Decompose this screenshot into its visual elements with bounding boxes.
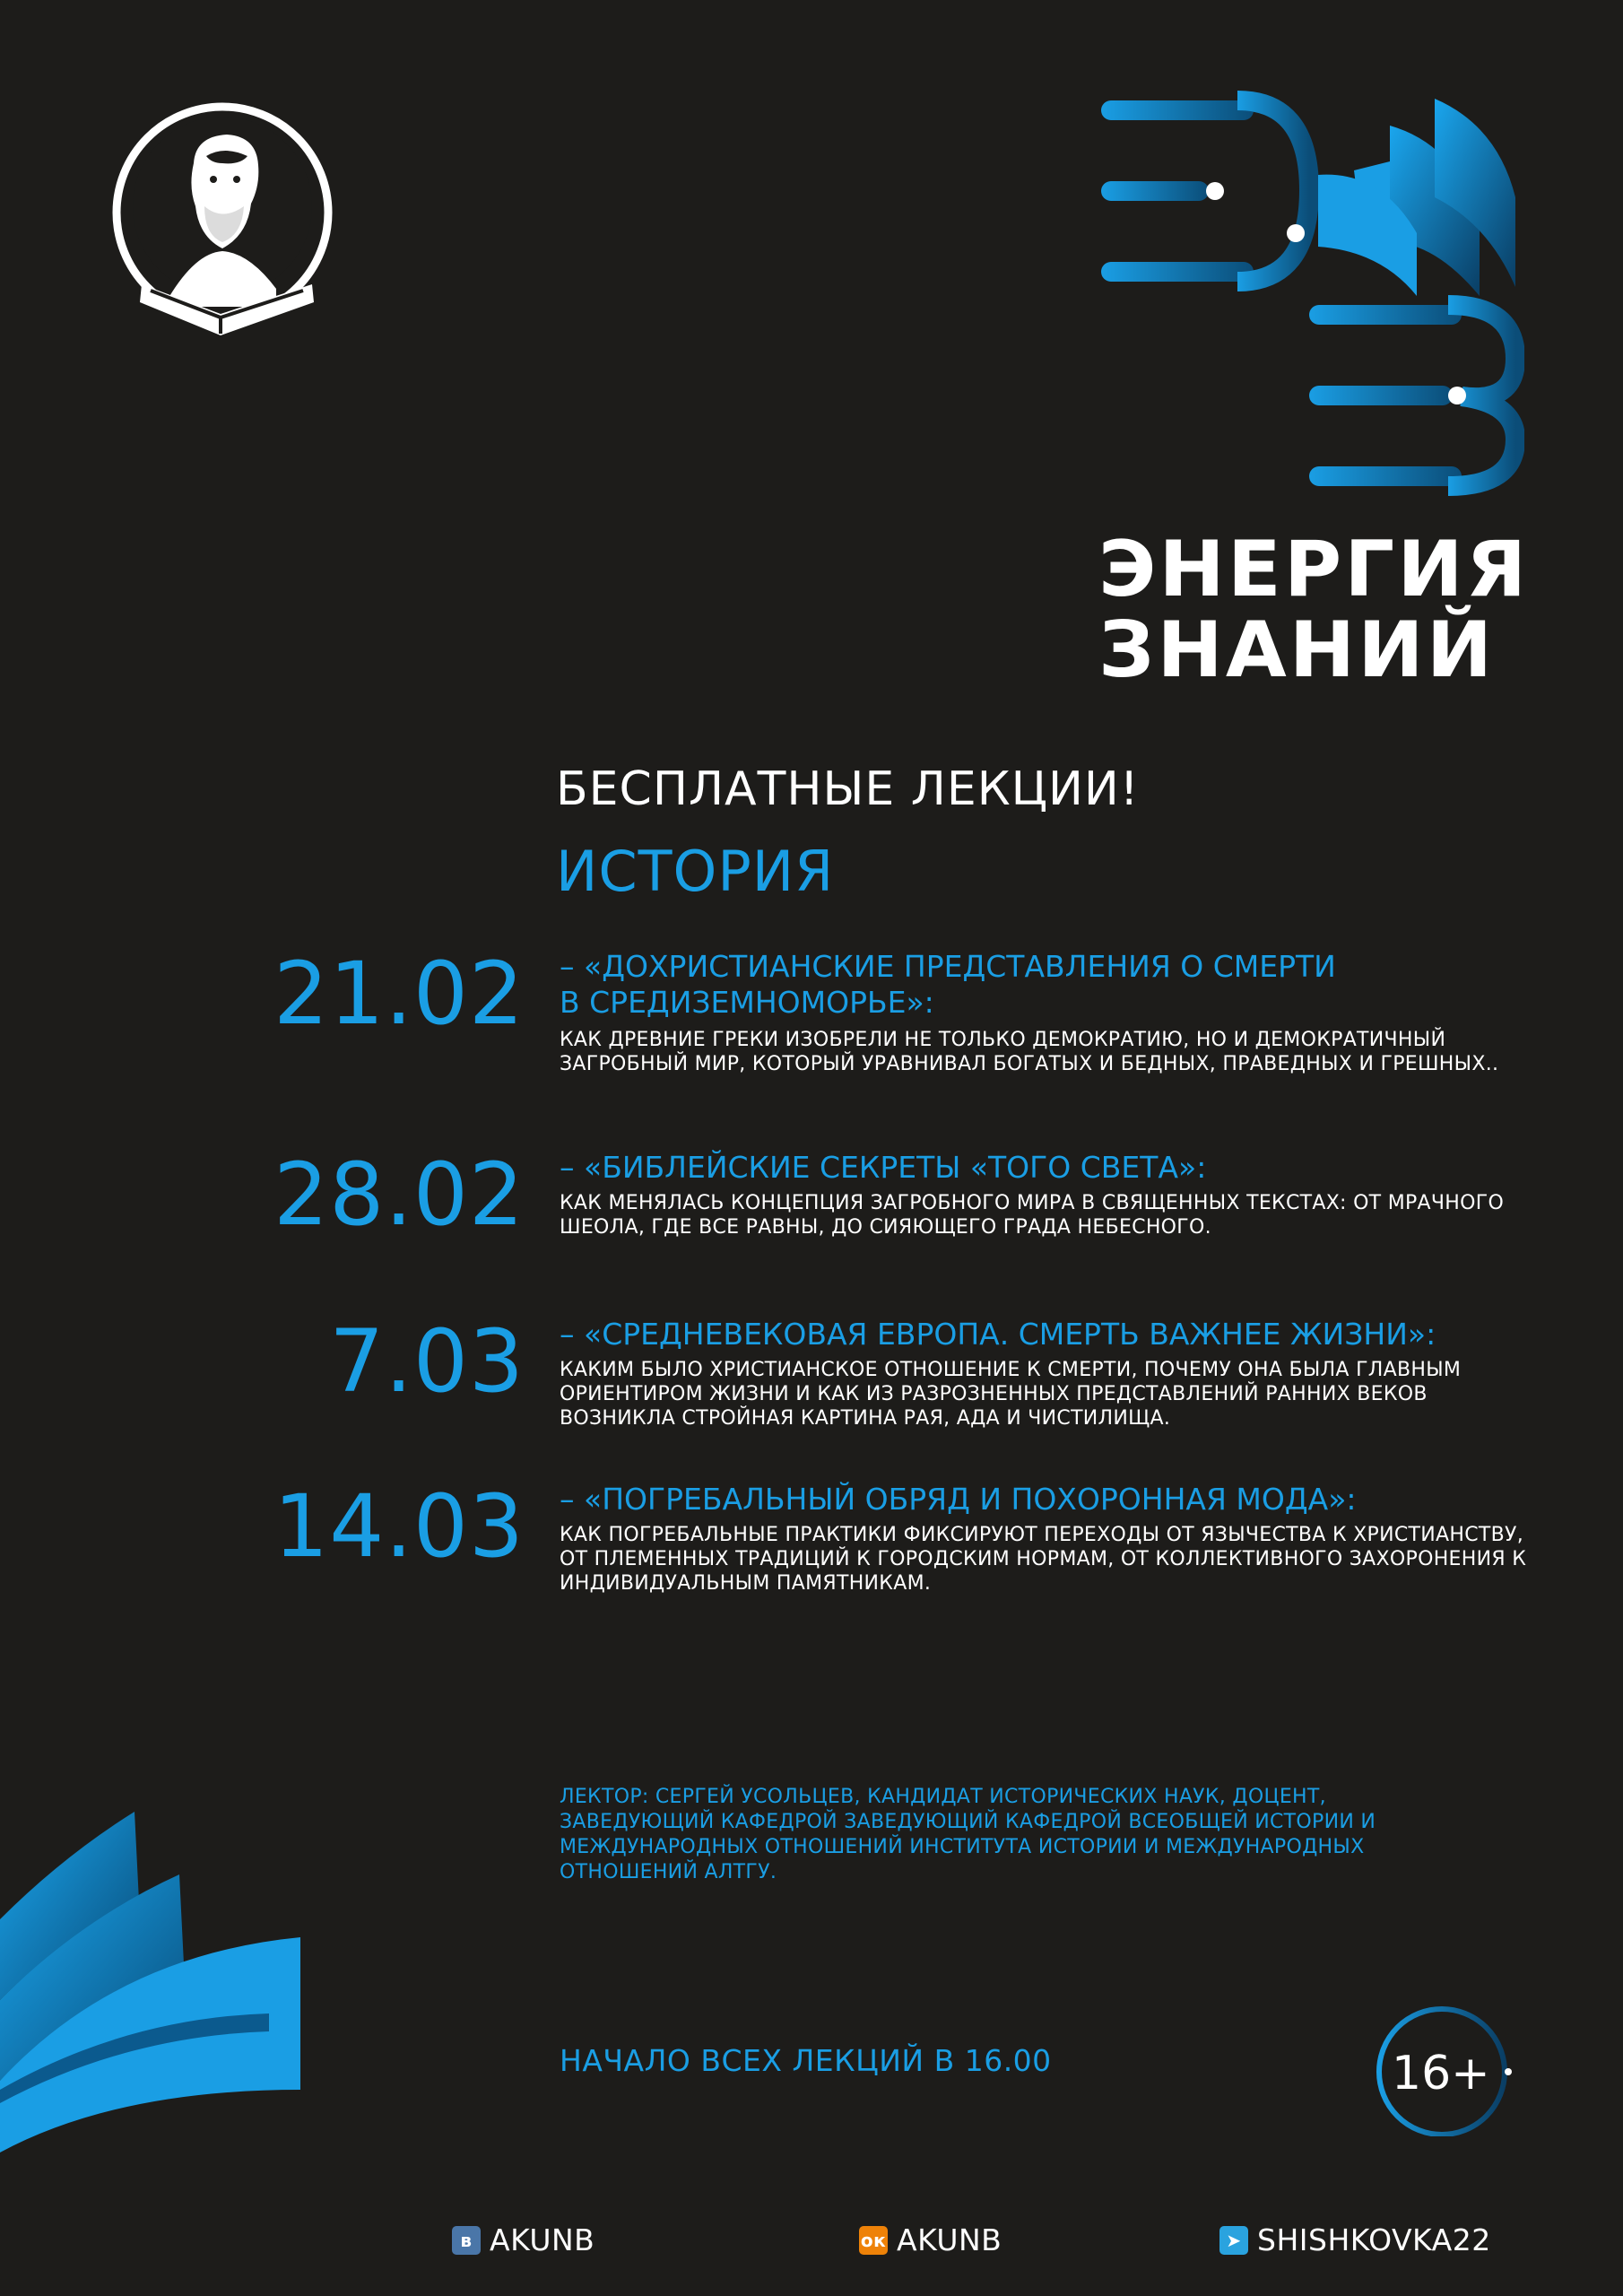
lecture-date: 28.02 [273, 1144, 525, 1245]
lecture-date: 21.02 [273, 944, 525, 1044]
lecture-dash: – [560, 1150, 575, 1185]
lecture-title [560, 1482, 1528, 1518]
lecture-title-text-cont: В СРЕДИЗЕМНОМОРЬЕ»: [560, 985, 934, 1020]
book-wave-icon [0, 1794, 305, 2152]
lecture-title [560, 949, 1528, 1021]
section-title: ИСТОРИЯ [556, 839, 835, 904]
lecture-dash: – [560, 1317, 575, 1352]
lecture-date: 7.03 [329, 1311, 525, 1412]
brand-title-line1: ЭНЕРГИЯ [1098, 525, 1530, 614]
start-time: НАЧАЛО ВСЕХ ЛЕКЦИЙ В 16.00 [560, 2043, 1052, 2078]
social-ok-link[interactable] [859, 2222, 1002, 2257]
brand-book-mark-icon [1094, 90, 1524, 502]
telegram-icon: ➤ [1219, 2226, 1248, 2255]
lecture-description: КАК ПОГРЕБАЛЬНЫЕ ПРАКТИКИ ФИКСИРУЮТ ПЕРЕХОДЫ ОТ ЯЗЫЧЕСТВА К ХРИСТИАНСТВУ, ОТ ПЛЕМЕННЫХ ТРАДИЦИЙ К ГОРОДСКИМ НОРМАМ, ОТ КОЛЛЕКТИВНОГО ЗАХОРОНЕНИЯ К ИНДИВИДУАЛЬНЫМ ПАМЯТНИКАМ. [560, 1524, 1527, 1595]
lecture-title [560, 1150, 1528, 1186]
vk-handle: AKUNB [490, 2222, 595, 2257]
ok-handle: AKUNB [897, 2222, 1002, 2257]
telegram-handle: SHISHKOVKA22 [1257, 2222, 1491, 2257]
lecture-dash: – [560, 949, 575, 984]
vk-icon: в [452, 2226, 481, 2255]
lecture-title-text: «СРЕДНЕВЕКОВАЯ ЕВРОПА. СМЕРТЬ ВАЖНЕЕ ЖИЗНИ»: [584, 1317, 1436, 1352]
social-telegram-link[interactable] [1219, 2222, 1491, 2257]
library-portrait-logo [106, 100, 339, 352]
lecture-description: КАК ДРЕВНИЕ ГРЕКИ ИЗОБРЕЛИ НЕ ТОЛЬКО ДЕМОКРАТИЮ, НО И ДЕМОКРАТИЧНЫЙ ЗАГРОБНЫЙ МИР, КОТОРЫЙ УРАВНИВАЛ БОГАТЫХ И БЕДНЫХ, ПРАВЕДНЫХ И ГРЕШНЫХ.. [560, 1029, 1499, 1075]
lecturer-info: ЛЕКТОР: СЕРГЕЙ УСОЛЬЦЕВ, КАНДИДАТ ИСТОРИЧЕСКИХ НАУК, ДОЦЕНТ, ЗАВЕДУЮЩИЙ КАФЕДРОЙ ЗАВЕДУЮЩИЙ КАФЕДРОЙ ВСЕОБЩЕЙ ИСТОРИИ И МЕЖДУНАРОДНЫХ ОТНОШЕНИЙ ИНСТИТУТА ИСТОРИИ И МЕЖДУНАРОДНЫХ ОТНОШЕНИЙ АЛТГУ. [560, 1786, 1376, 1883]
brand-title [1098, 525, 1530, 695]
lecture-title-text: «ДОХРИСТИАНСКИЕ ПРЕДСТАВЛЕНИЯ О СМЕРТИ [584, 949, 1336, 984]
ok-icon: ок [859, 2226, 888, 2255]
age-rating: 16+ [1392, 2047, 1490, 2100]
brand-title-line2: ЗНАНИЙ [1098, 605, 1496, 695]
lecture-description: КАК МЕНЯЛАСЬ КОНЦЕПЦИЯ ЗАГРОБНОГО МИРА В СВЯЩЕННЫХ ТЕКСТАХ: ОТ МРАЧНОГО ШЕОЛА, ГДЕ ВСЕ РАВНЫ, ДО СИЯЮЩЕГО ГРАДА НЕБЕСНОГО. [560, 1192, 1505, 1239]
lecture-date: 14.03 [273, 1476, 525, 1577]
lecture-title-text: «ПОГРЕБАЛЬНЫЙ ОБРЯД И ПОХОРОННАЯ МОДА»: [584, 1482, 1357, 1517]
lecture-description: КАКИМ БЫЛО ХРИСТИАНСКОЕ ОТНОШЕНИЕ К СМЕРТИ, ПОЧЕМУ ОНА БЫЛА ГЛАВНЫМ ОРИЕНТИРОМ ЖИЗНИ И КАК ИЗ РАЗРОЗНЕННЫХ ПРЕДСТАВЛЕНИЙ РАННИХ ВЕКОВ ВОЗНИКЛА СТРОЙНАЯ КАРТИНА РАЯ, АДА И ЧИСТИЛИЩА. [560, 1359, 1462, 1430]
lecture-title-text: «БИБЛЕЙСКИЕ СЕКРЕТЫ «ТОГО СВЕТА»: [584, 1150, 1207, 1185]
social-vk-link[interactable] [452, 2222, 595, 2257]
headline-free-lectures: БЕСПЛАТНЫЕ ЛЕКЦИИ! [556, 762, 1140, 816]
lecture-title [560, 1317, 1528, 1352]
lecture-dash: – [560, 1482, 575, 1517]
